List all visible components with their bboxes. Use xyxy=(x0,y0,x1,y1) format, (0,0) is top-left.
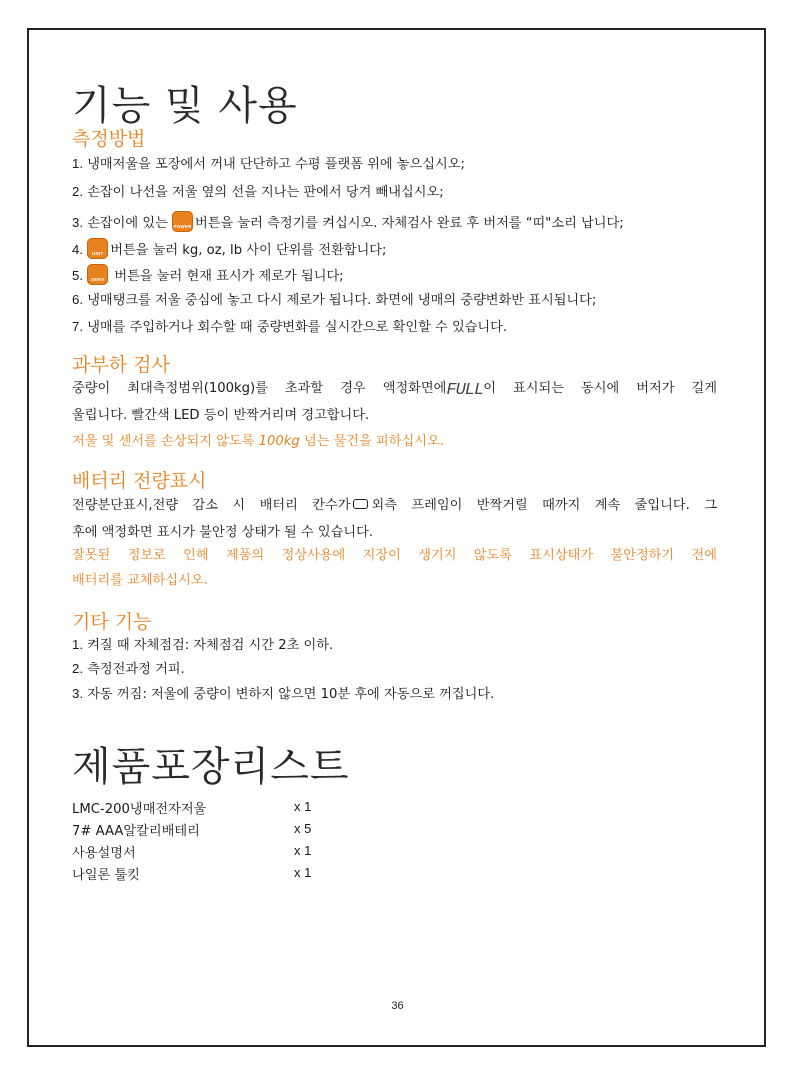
battery-text: 후에 액정화면 표시가 불안정 상태가 될 수 있습니다. xyxy=(72,525,374,540)
overload-text: 울립니다. 빨간색 LED 등이 반짝거리며 경고합니다. xyxy=(72,408,370,423)
unit-button-icon: UNIT xyxy=(87,238,108,259)
battery-text: 전량분단표시,전량 감소 시 배터리 칸수가 외측 프레임이 반짝거릴 때까지 계속 줄입니다. 그 xyxy=(72,498,717,513)
step-number: 1. xyxy=(72,156,83,171)
packing-item-qty: x 1 xyxy=(294,865,312,880)
measure-step xyxy=(72,291,596,310)
battery-warning: 잘못된 정보로 인해 제품의 정상사용에 지장이 생기지 않도록 표시상태가 불안정하기 전에 xyxy=(72,548,717,563)
power-button-icon: POWER xyxy=(172,211,193,232)
step-number: 5. xyxy=(72,268,83,283)
step-text: 버튼을 눌러 측정기를 켜십시오. 자체검사 완료 후 버저를 “띠"소리 납니다; xyxy=(195,216,624,231)
battery-heading: 배터리 전량표시 xyxy=(72,470,207,492)
battery-warning: 배터리를 교체하십시오. xyxy=(72,573,208,588)
packing-item-name: 나일론 툴킷 xyxy=(72,868,140,883)
step-text: 냉매저울을 포장에서 꺼내 단단하고 수평 플랫폼 위에 놓으십시오; xyxy=(83,157,465,172)
packing-item-qty: x 5 xyxy=(294,821,312,836)
packing-item-qty: x 1 xyxy=(294,799,312,814)
step-number: 6. xyxy=(72,292,83,307)
step-number: 4. xyxy=(72,242,83,257)
page-title: 기능 및 사용 xyxy=(72,83,298,129)
step-text: 손잡이 나선을 저울 옆의 선을 지나는 판에서 당겨 빼내십시오; xyxy=(83,185,444,200)
step-number: 2. xyxy=(72,184,83,199)
step-text: 버튼을 눌러 현재 표시가 제로가 됩니다; xyxy=(110,269,344,284)
step-text: 냉매를 주입하거나 회수할 때 중량변화를 실시간으로 확인할 수 있습니다. xyxy=(83,320,508,335)
page-number: 36 xyxy=(391,1000,404,1012)
measure-step xyxy=(72,318,507,337)
measure-step xyxy=(72,264,344,286)
step-number: 7. xyxy=(72,319,83,334)
packing-title: 제품포장리스트 xyxy=(72,744,350,790)
overload-warning: 저울 및 센서를 손상되지 않도록 100kg 넘는 물건을 피하십시오. xyxy=(72,434,444,449)
other-item: 3. 자동 꺼짐: 저울에 중량이 변하지 않으면 10분 후에 자동으로 꺼집니다. xyxy=(72,686,495,702)
step-number: 3. xyxy=(72,215,83,230)
battery-frame-icon xyxy=(353,499,368,509)
measure-step xyxy=(72,211,624,233)
other-heading: 기타 기능 xyxy=(72,611,152,633)
measure-step xyxy=(72,155,465,174)
measure-step xyxy=(72,238,387,260)
other-item: 1. 켜질 때 자체점검: 자체점검 시간 2초 이하. xyxy=(72,637,334,653)
measure-step xyxy=(72,183,444,202)
step-text: 손잡이에 있는 xyxy=(83,216,173,231)
packing-item-name: LMC-200냉매전자저울 xyxy=(72,802,207,817)
zero-button-icon: ZERO xyxy=(87,264,108,285)
packing-item-name: 사용설명서 xyxy=(72,846,136,861)
overload-text: 중량이 최대측정범위(100kg)를 초과할 경우 액정화면에FULL이 표시되는 동시에 버저가 길게 xyxy=(72,381,717,400)
step-text: 냉매탱크를 저울 중심에 놓고 다시 제로가 됩니다. 화면에 냉매의 중량변화반 표시됩니다; xyxy=(83,293,597,308)
full-display-glyph: FULL xyxy=(446,381,484,400)
step-text: 버튼을 눌러 kg, oz, lb 사이 단위를 전환합니다; xyxy=(110,243,387,258)
other-item: 2. 측정전과정 거피. xyxy=(72,661,185,677)
overload-heading: 과부하 검사 xyxy=(72,354,170,376)
packing-item-qty: x 1 xyxy=(294,843,312,858)
packing-item-name: 7# AAA알칼리배테리 xyxy=(72,824,200,839)
measure-heading: 측정방법 xyxy=(72,128,146,150)
